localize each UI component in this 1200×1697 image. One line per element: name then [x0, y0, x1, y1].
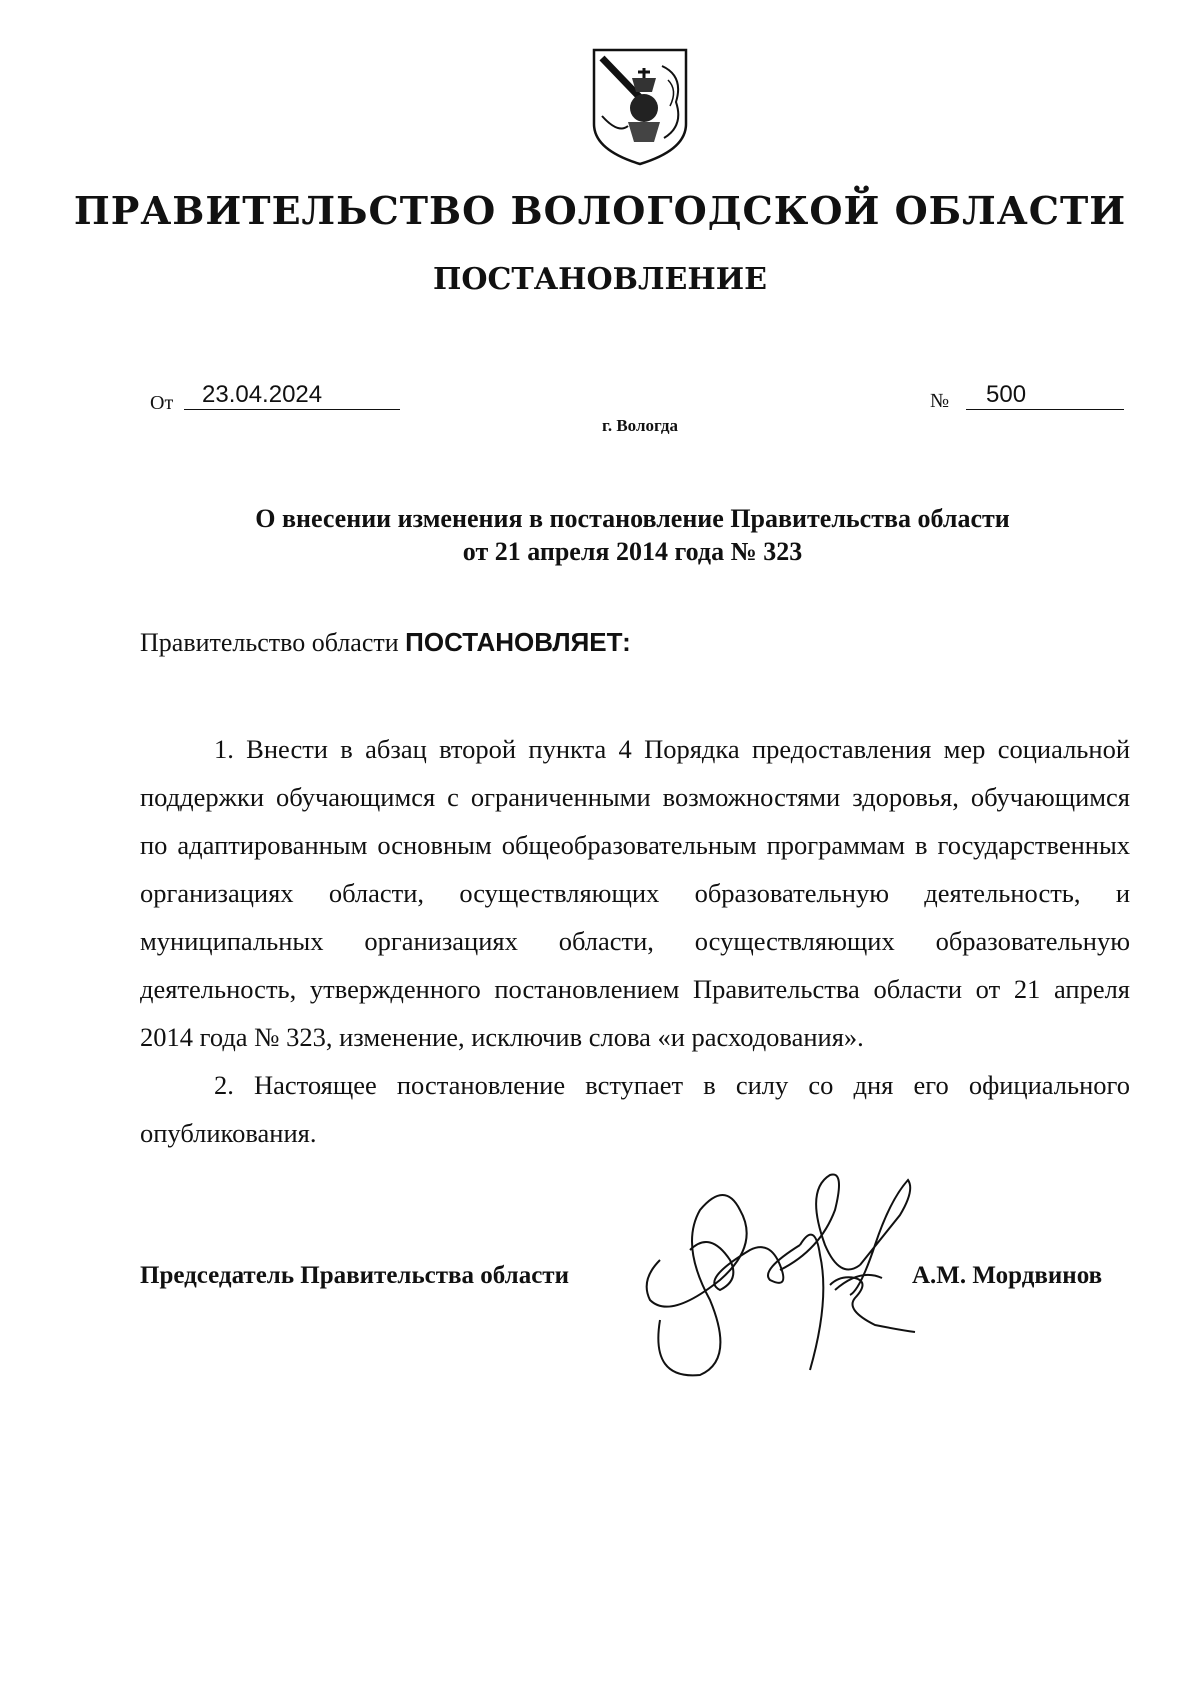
resolution-intro	[140, 627, 631, 658]
coat-of-arms-icon	[588, 46, 692, 168]
city: г. Вологда	[602, 416, 678, 435]
paragraph-1: 1. Внести в абзац второй пункта 4 Порядка предоставления мер социальной поддержки обучающимся с ограниченными возможностями здоровья, обучающимся по адаптированным основным общеобразовательным программам в государственных организациях области, осуществляющих образовательную деятельность, и муниципальных организациях области, осуществляющих образовательную деятельность, утвержденного постановлением Правительства области от 21 апреля 2014 года № 323, изменение, исключив слова «и расходования».	[140, 734, 1130, 1052]
signatory-name: А.М. Мордвинов	[912, 1262, 1103, 1289]
signature-image	[630, 1150, 920, 1380]
date-prefix: От	[150, 392, 174, 414]
document-meta	[0, 380, 1200, 420]
subject-line-2: от 21 апреля 2014 года № 323	[462, 537, 803, 566]
document-number: 500	[966, 380, 1124, 410]
subject-line-1: О внесении изменения в постановление Правительства области	[255, 504, 1010, 533]
document-date: 23.04.2024	[184, 380, 400, 410]
document-subject	[140, 502, 1125, 568]
document-body	[140, 725, 1130, 1157]
paragraph-2: 2. Настоящее постановление вступает в силу со дня его официального опубликования.	[140, 1070, 1130, 1148]
signatory-title: Председатель Правительства области	[140, 1262, 569, 1289]
number-prefix: №	[930, 390, 950, 412]
document-type: ПОСТАНОВЛЕНИЕ	[433, 262, 767, 297]
resolution-subject: Правительство области	[140, 628, 399, 657]
resolution-keyword: ПОСТАНОВЛЯЕТ:	[405, 627, 631, 657]
government-title: ПРАВИТЕЛЬСТВО ВОЛОГОДСКОЙ ОБЛАСТИ	[73, 188, 1127, 233]
